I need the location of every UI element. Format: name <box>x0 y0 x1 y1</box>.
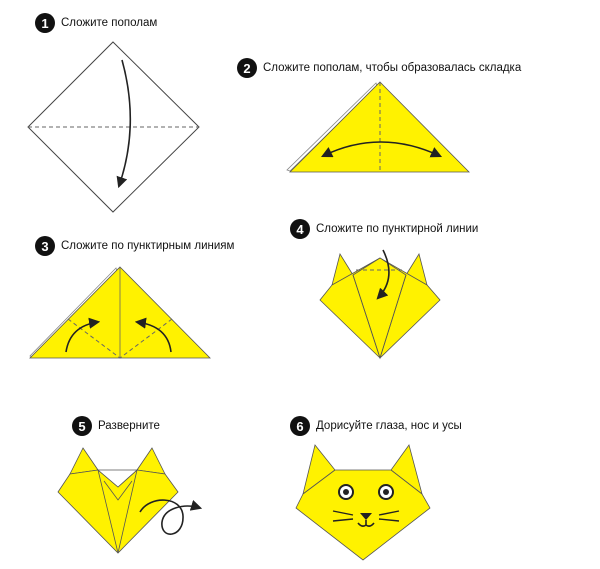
step-3-number: 3 <box>35 236 55 256</box>
step-1-number: 1 <box>35 13 55 33</box>
cat-left-eye <box>339 485 353 499</box>
step-1-text: Сложите пополам <box>61 17 158 29</box>
cat-right-eye <box>379 485 393 499</box>
step-2-text: Сложите пополам, чтобы образовалась складка <box>263 62 522 74</box>
step-5-number: 5 <box>72 416 92 436</box>
step-6-cat-face <box>296 445 430 560</box>
step-2-triangle <box>287 82 469 172</box>
step-4-text: Сложите по пунктирной линии <box>316 223 479 235</box>
step-1-paper-square <box>28 42 199 212</box>
step-6-text: Дорисуйте глаза, нос и усы <box>316 420 462 432</box>
step-4-number: 4 <box>290 219 310 239</box>
step-2-number: 2 <box>237 58 257 78</box>
step-4-folded-shape <box>320 254 440 358</box>
step-6-number: 6 <box>290 416 310 436</box>
step-3-text: Сложите по пунктирным линиям <box>61 240 235 252</box>
step-3-triangle <box>30 267 210 358</box>
step-5-text: Разверните <box>98 420 160 432</box>
